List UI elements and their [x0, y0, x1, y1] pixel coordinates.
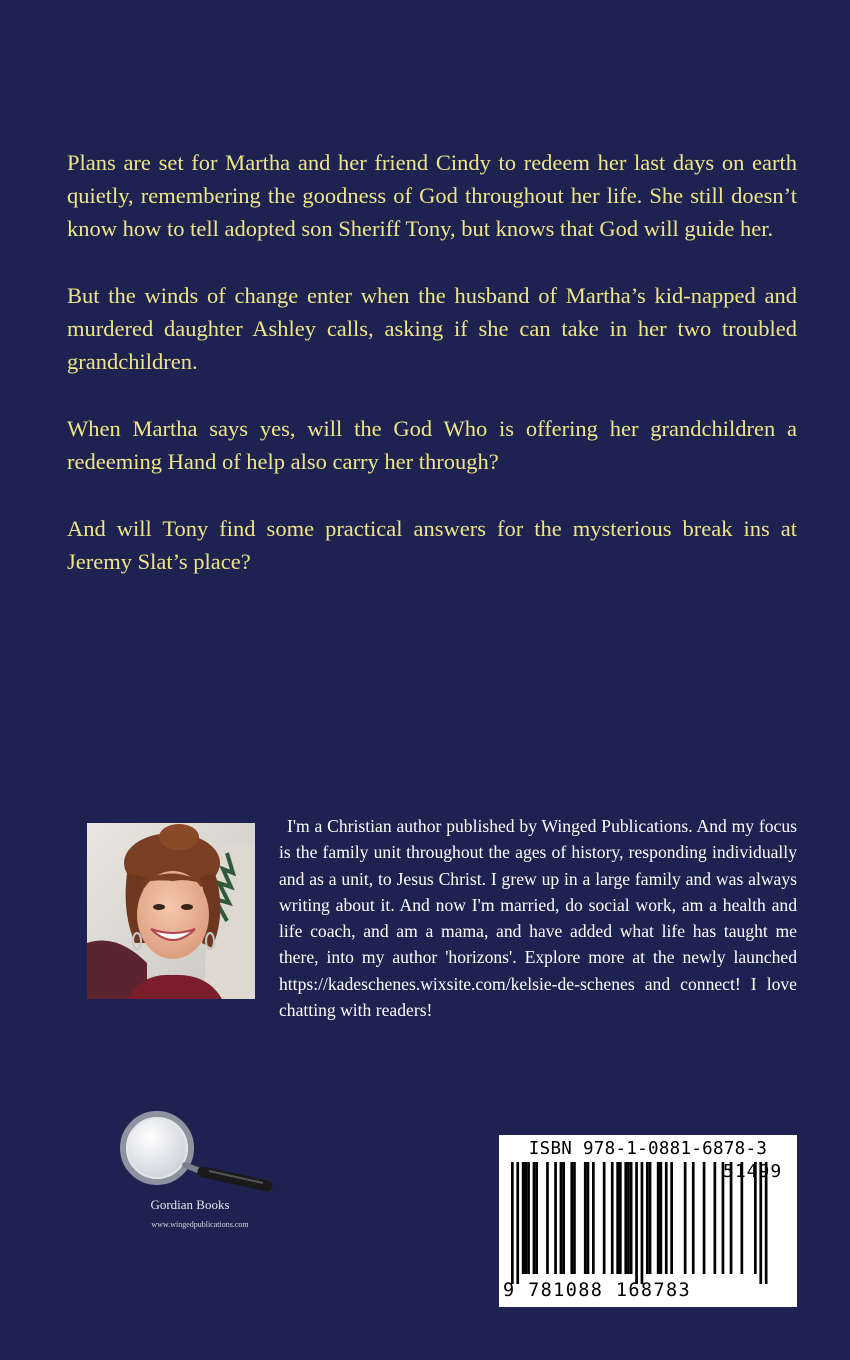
- barcode-bar: [624, 1162, 627, 1274]
- blurb-paragraph-3: When Martha says yes, will the God Who is offering her grandchildren a redeeming Hand of help also carry her through?: [67, 416, 797, 474]
- barcode-bar: [570, 1162, 573, 1274]
- barcode-bar: [692, 1162, 695, 1274]
- barcode-bar: [522, 1162, 525, 1274]
- blurb-paragraph-1: Plans are set for Martha and her friend Cindy to redeem her last days on earth quietly, remembering the goodness of God throughout her life. She still doesn’t know how to tell adopted son Sheriff Tony, but knows that God will guide her.: [67, 150, 797, 241]
- barcode-bar: [660, 1162, 663, 1274]
- isbn-label: ISBN 978-1-0881-6878-3: [528, 1139, 768, 1159]
- author-bio: I'm a Christian author published by Winged Publications. And my focus is the family unit throughout the ages of history, responding individually and as a unit, to Jesus Christ. I grew up in a large family and was always writing about it. And now I'm married, do social work, am a health and life coach, and am a mama, and have added what life has taught me there, into my author 'horizons'. Explore more at the newly launched https://kadeschenes.wixsite.com/kelsie-de-schenes and connect! I love chatting with readers!: [279, 816, 797, 1021]
- barcode-bar: [646, 1162, 649, 1274]
- author-photo: [87, 823, 255, 999]
- barcode-bar: [714, 1162, 717, 1274]
- price-code: 51499: [723, 1161, 783, 1182]
- barcode-bar: [535, 1162, 538, 1274]
- barcode-bar: [560, 1162, 563, 1274]
- barcode-bar: [584, 1162, 587, 1274]
- barcode-bar: [573, 1162, 576, 1274]
- barcode-bar: [516, 1162, 519, 1284]
- publisher-mark: [115, 1110, 285, 1235]
- barcode-bar: [627, 1162, 630, 1274]
- barcode-bar: [641, 1162, 644, 1284]
- barcode-bar: [527, 1162, 530, 1274]
- barcode-bar: [635, 1162, 638, 1284]
- barcode-bar: [587, 1162, 590, 1274]
- barcode-bar: [546, 1162, 549, 1274]
- back-cover-blurb: [67, 146, 797, 612]
- barcode-bar: [703, 1162, 706, 1274]
- barcode-bar: [525, 1162, 528, 1274]
- barcode-bar: [592, 1162, 595, 1274]
- barcode-bar: [665, 1162, 668, 1274]
- barcode-bar: [554, 1162, 557, 1274]
- barcode-bar: [533, 1162, 536, 1274]
- barcode-number: 9 781088 168783: [503, 1280, 692, 1301]
- barcode-bar: [511, 1162, 514, 1284]
- barcode-bar: [630, 1162, 633, 1274]
- barcode-bar: [657, 1162, 660, 1274]
- barcode-bar: [611, 1162, 614, 1274]
- isbn-barcode: [499, 1135, 797, 1307]
- barcode-bar: [649, 1162, 652, 1274]
- blurb-paragraph-4: And will Tony find some practical answers for the mysterious break ins at Jeremy Slat’s place?: [67, 516, 797, 574]
- barcode-bar: [670, 1162, 673, 1274]
- barcode-bar: [619, 1162, 622, 1274]
- magnifying-glass-icon: [115, 1110, 280, 1195]
- blurb-paragraph-2: But the winds of change enter when the husband of Martha’s kid-napped and murdered daughter Ashley calls, asking if she can take in her two troubled grandchildren.: [67, 283, 797, 374]
- publisher-name: Gordian Books: [150, 1197, 230, 1212]
- barcode-bar: [603, 1162, 606, 1274]
- barcode-bar: [616, 1162, 619, 1274]
- barcode-bar: [562, 1162, 565, 1274]
- publisher-url: www.wingedpublications.com: [151, 1220, 249, 1229]
- barcode-bar: [684, 1162, 687, 1274]
